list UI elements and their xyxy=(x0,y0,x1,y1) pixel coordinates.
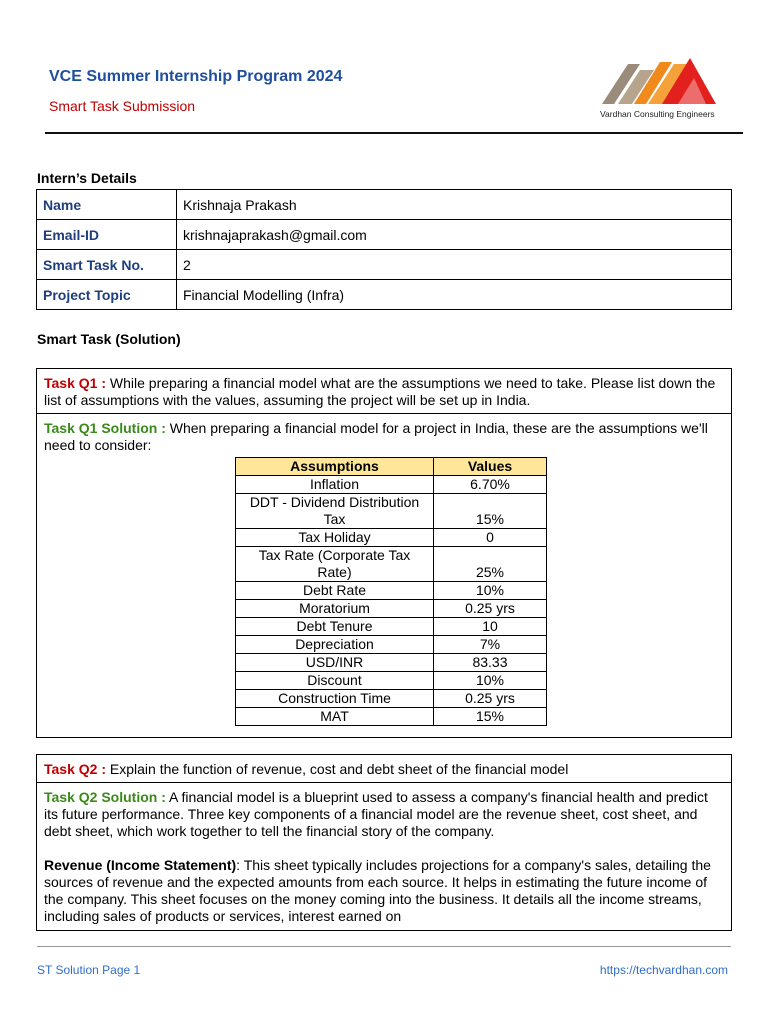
task-q2-box xyxy=(36,754,732,931)
task-q1-box xyxy=(36,368,732,738)
table-row xyxy=(236,618,547,636)
table-row xyxy=(236,708,547,726)
assumption-cell: Depreciation xyxy=(236,636,434,654)
table-row xyxy=(236,547,547,582)
revenue-text: : This sheet typically includes projections for a company's sales, detailing the sources of revenue and the expected amounts from each source. It helps in estimating the future income of the company. This sheet focuses on the money coming into the business. It details all the income streams, including sales of products or services, interest earned on xyxy=(44,857,711,924)
table-row xyxy=(236,529,547,547)
assumptions-table xyxy=(235,457,547,726)
value-cell: 6.70% xyxy=(434,476,547,494)
value-cell: 0.25 yrs xyxy=(434,600,547,618)
revenue-label: Revenue (Income Statement) xyxy=(44,857,237,873)
value-cell: 0.25 yrs xyxy=(434,690,547,708)
table-row xyxy=(236,582,547,600)
value-cell: 15% xyxy=(434,708,547,726)
task-q2-question xyxy=(37,755,731,782)
table-row xyxy=(236,494,547,529)
value-cell: 0 xyxy=(434,529,547,547)
values-column-header: Values xyxy=(434,458,547,476)
assumption-cell: Moratorium xyxy=(236,600,434,618)
table-row xyxy=(37,250,732,280)
table-row xyxy=(37,220,732,250)
task-q2-solution-text: A financial model is a blueprint used to assess a company's financial health and predict its future performance. Three key components of a financial model are the revenue sheet, cost sheet, and debt sheet, which work together to tell the financial story of the company. xyxy=(44,789,708,839)
submission-subtitle: Smart Task Submission xyxy=(49,98,196,114)
detail-key: Email-ID xyxy=(37,220,177,250)
assumption-cell: Construction Time xyxy=(236,690,434,708)
value-cell: 25% xyxy=(434,547,547,582)
logo-caption: Vardhan Consulting Engineers xyxy=(600,109,715,119)
assumption-cell: Inflation xyxy=(236,476,434,494)
detail-key: Smart Task No. xyxy=(37,250,177,280)
value-cell: 10% xyxy=(434,672,547,690)
header-divider xyxy=(45,132,743,134)
task-q2-text: Explain the function of revenue, cost and debt sheet of the financial model xyxy=(106,761,569,777)
detail-value: Krishnaja Prakash xyxy=(177,190,732,220)
table-header-row xyxy=(236,458,547,476)
table-row xyxy=(236,654,547,672)
assumption-cell: USD/INR xyxy=(236,654,434,672)
program-title: VCE Summer Internship Program 2024 xyxy=(49,68,343,85)
task-q2-solution xyxy=(37,782,731,929)
task-q1-solution-text: When preparing a financial model for a project in India, these are the assumptions we'll need to consider: xyxy=(44,420,708,453)
detail-value: krishnajaprakash@gmail.com xyxy=(177,220,732,250)
task-q1-solution xyxy=(37,413,731,730)
task-q1-question xyxy=(37,369,731,413)
interns-details-table xyxy=(36,189,732,310)
task-q2-label: Task Q2 : xyxy=(44,761,106,777)
value-cell: 10 xyxy=(434,618,547,636)
task-q1-solution-label: Task Q1 Solution : xyxy=(44,420,166,436)
revenue-paragraph xyxy=(44,857,724,925)
table-row xyxy=(236,636,547,654)
detail-value: 2 xyxy=(177,250,732,280)
assumption-cell: Debt Tenure xyxy=(236,618,434,636)
table-row xyxy=(236,690,547,708)
assumption-cell: Tax Holiday xyxy=(236,529,434,547)
footer-divider xyxy=(37,946,731,947)
table-row xyxy=(236,600,547,618)
table-row xyxy=(236,672,547,690)
value-cell: 10% xyxy=(434,582,547,600)
assumption-cell: MAT xyxy=(236,708,434,726)
table-row xyxy=(37,280,732,310)
assumption-cell: Debt Rate xyxy=(236,582,434,600)
value-cell: 7% xyxy=(434,636,547,654)
table-row xyxy=(37,190,732,220)
assumption-cell: Tax Rate (Corporate Tax Rate) xyxy=(236,547,434,582)
task-q1-text: While preparing a financial model what are the assumptions we need to take. Please list down the list of assumptions with the values, assuming the project will be set up in India. xyxy=(44,375,716,408)
detail-key: Name xyxy=(37,190,177,220)
table-row xyxy=(236,476,547,494)
task-q2-solution-label: Task Q2 Solution : xyxy=(44,789,166,805)
footer-page-label: ST Solution Page 1 xyxy=(37,963,141,977)
detail-key: Project Topic xyxy=(37,280,177,310)
detail-value: Financial Modelling (Infra) xyxy=(177,280,732,310)
smart-task-solution-heading: Smart Task (Solution) xyxy=(37,331,181,347)
value-cell: 15% xyxy=(434,494,547,529)
footer-website-link[interactable]: https://techvardhan.com xyxy=(599,963,728,977)
value-cell: 83.33 xyxy=(434,654,547,672)
assumption-cell: Discount xyxy=(236,672,434,690)
assumption-cell: DDT - Dividend Distribution Tax xyxy=(236,494,434,529)
task-q1-label: Task Q1 : xyxy=(44,375,106,391)
assumptions-column-header: Assumptions xyxy=(236,458,434,476)
interns-details-heading: Intern’s Details xyxy=(37,170,137,186)
